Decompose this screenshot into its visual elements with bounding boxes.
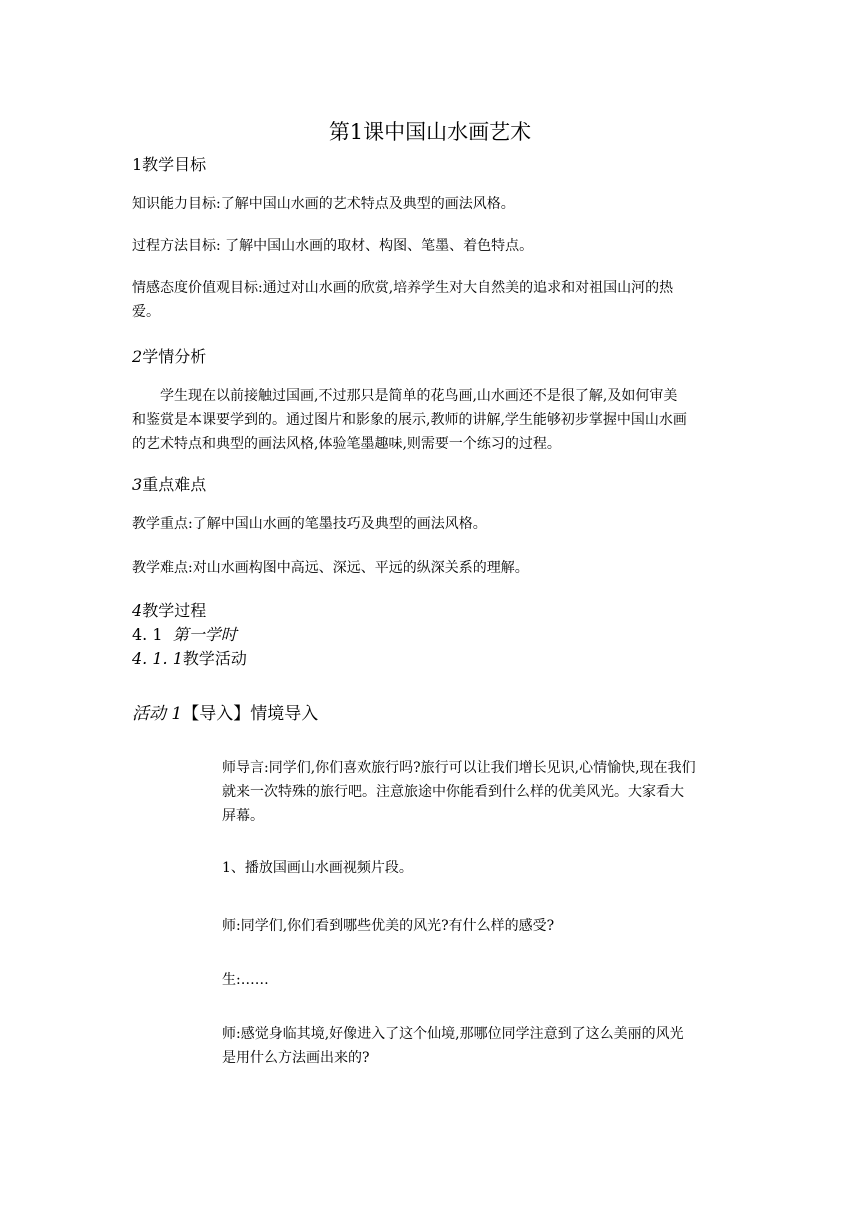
- subsection-title: 教学活动: [182, 649, 247, 668]
- intro-line: 就来一次特殊的旅行吧。注意旅途中你能看到什么样的优美风光。大家看大: [222, 784, 684, 800]
- activity-prefix: 活动 1: [132, 704, 183, 724]
- analysis-line: 和鉴赏是本课要学到的。通过图片和影象的展示,教师的讲解,学生能够初步掌握中国山水画: [132, 412, 687, 428]
- teacher-response-line: 是用什么方法画出来的?: [222, 1050, 370, 1066]
- activity-heading: [132, 699, 318, 724]
- objective-process: 过程方法目标: 了解中国山水画的取材、构图、笔墨、着色特点。: [132, 238, 534, 254]
- section-heading-process: [132, 598, 206, 621]
- teacher-response-line: 师:感觉身临其境,好像进入了这个仙境,那哪位同学注意到了这么美丽的风光: [222, 1026, 684, 1042]
- section-heading-keypoints: [132, 472, 206, 495]
- activity-title: 【导入】情境导入: [182, 704, 319, 724]
- section-heading-analysis: [132, 344, 206, 367]
- intro-line: 屏幕。: [222, 808, 264, 824]
- analysis-line: 的艺术特点和典型的画法风格,体验笔墨趣味,则需要一个练习的过程。: [132, 436, 561, 452]
- section-number: 4: [132, 601, 143, 620]
- document-title: 第1课中国山水画艺术: [328, 120, 532, 144]
- subsection-heading-first-period: [132, 622, 237, 645]
- analysis-line: 学生现在以前接触过国画,不过那只是简单的花鸟画,山水画还不是很了解,及如何审美: [160, 388, 678, 404]
- section-heading-objectives: 1教学目标: [132, 155, 207, 174]
- section-title: 重点难点: [142, 475, 207, 494]
- step-play-video: 1、播放国画山水画视频片段。: [222, 860, 413, 876]
- objective-emotion-line1: 情感态度价值观目标:通过对山水画的欣赏,培养学生对大自然美的追求和对祖国山河的热: [132, 280, 674, 296]
- section-number: 2: [132, 347, 143, 366]
- key-point: 教学重点:了解中国山水画的笔墨技巧及典型的画法风格。: [132, 516, 487, 532]
- objective-knowledge: 知识能力目标:了解中国山水画的艺术特点及典型的画法风格。: [132, 196, 515, 212]
- difficulty: 教学难点:对山水画构图中高远、深远、平远的纵深关系的理解。: [132, 560, 529, 576]
- objective-emotion-line2: 爱。: [132, 304, 160, 320]
- section-title: 教学过程: [142, 601, 207, 620]
- subsection-title: 第一学时: [172, 625, 237, 644]
- subsection-number: 4. 1: [132, 625, 163, 644]
- section-title: 学情分析: [142, 347, 207, 366]
- subsection-number: 4. 1. 1: [132, 649, 183, 668]
- teacher-question: 师:同学们,你们看到哪些优美的风光?有什么样的感受?: [222, 918, 555, 934]
- subsection-heading-activities: [132, 646, 247, 669]
- intro-line: 师导言:同学们,你们喜欢旅行吗?旅行可以让我们增长见识,心情愉快,现在我们: [222, 760, 696, 776]
- section-number: 3: [132, 475, 143, 494]
- student-answer: 生:……: [222, 972, 269, 988]
